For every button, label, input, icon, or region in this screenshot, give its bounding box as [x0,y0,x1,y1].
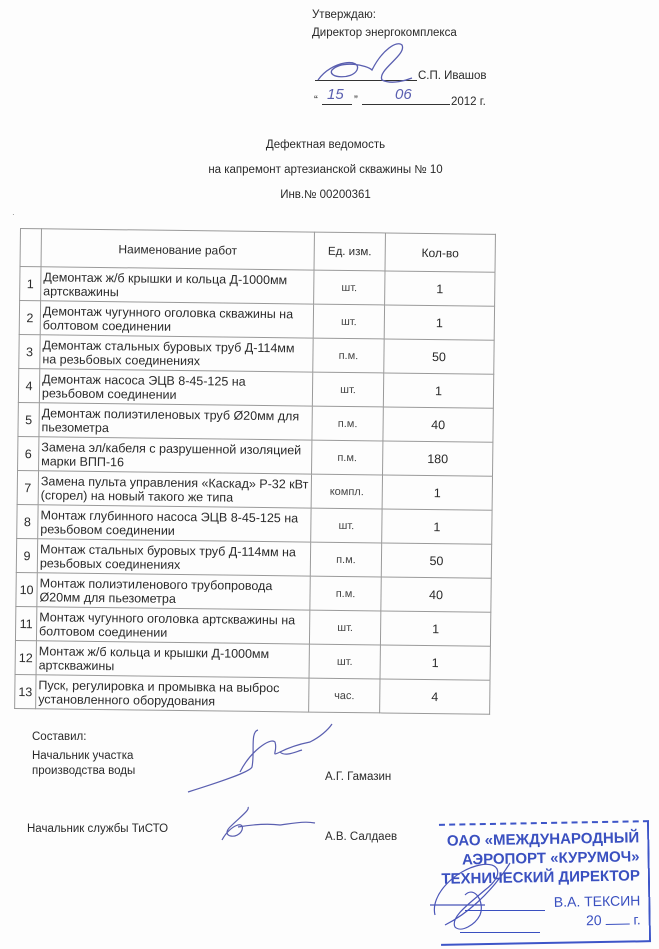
approval-position: Директор энергокомплекса [312,27,457,39]
table-row [15,674,490,714]
stray-mark: · [12,210,15,219]
row-number: 10 [16,572,37,606]
document-title: Дефектная ведомость [265,139,386,151]
date-quote-close: ” [354,95,358,107]
header-name: Наименование работ [41,229,314,270]
approval-block [312,6,457,42]
row-unit: п.м. [310,576,381,611]
header-unit: Ед. изм. [314,232,385,271]
row-unit: п.м. [313,338,384,373]
row-unit: шт. [309,610,380,645]
row-work-name: Пуск, регулировка и промывка на выброс установленного оборудования [36,675,309,712]
stamp-date-line [460,932,540,933]
row-quantity: 1 [382,475,492,510]
row-work-name: Демонтаж полиэтиленовых труб Ø20мм для пьезометра [39,403,312,440]
row-work-name: Замена эл/кабеля с разрушенной изоляцией марки ВПП-16 [39,437,312,474]
stamp-line2: АЭРОПОРТ «КУРУМОЧ» [461,848,640,869]
row-quantity: 180 [383,441,493,476]
row-unit: п.м. [312,440,383,475]
approval-name: С.П. Ивашов [418,70,487,82]
row-work-name: Замена пульта управления «Каскад» Р-32 кВт (сгорел) на новый такого же типа [38,471,311,508]
approval-heading: Утверждаю: [312,9,376,21]
row-quantity: 1 [385,271,495,306]
date-month-line [362,104,450,105]
row-number: 7 [17,470,38,504]
table-row [15,606,490,646]
person2-name: А.В. Салдаев [325,831,398,843]
row-work-name: Монтаж глубинного насоса ЭЦВ 8-45-125 на резьбовом соединении [38,505,311,542]
row-number: 5 [18,402,39,436]
row-unit: компл. [311,474,382,509]
stamp-year: 20 [585,912,602,929]
person1-position-line2: производства воды [32,765,136,777]
row-unit: п.м. [312,406,383,441]
table-header-row [20,229,495,273]
row-quantity: 40 [381,577,491,612]
row-work-name: Монтаж стальных буровых труб Д-114мм на резьбовых соединениях [37,539,310,576]
row-quantity: 1 [380,611,490,646]
stamp-signature [425,855,515,935]
row-quantity: 1 [380,645,490,680]
date-quote-open: “ [314,95,318,107]
row-unit: шт. [313,304,384,339]
table-row [16,572,491,612]
row-unit: час. [309,678,380,713]
row-number: 13 [15,674,36,708]
stamp-year-suffix: г. [633,911,641,928]
row-number: 6 [18,436,39,470]
defects-table [14,228,496,715]
header-qty: Кол-во [385,233,495,272]
table-row [18,368,493,408]
document-subtitle: на капремонт артезианской скважины № 10 [208,164,443,176]
row-unit: п.м. [310,542,381,577]
row-unit: шт. [309,644,380,679]
person2-signature [210,805,320,845]
row-work-name: Демонтаж насоса ЭЦВ 8-45-125 на резьбовом соединении [39,369,312,406]
person1-name: А.Г. Гамазин [325,771,392,783]
person1-signature [180,722,340,797]
row-unit: шт. [314,270,385,305]
row-quantity: 4 [380,679,490,714]
row-work-name: Монтаж полиэтиленового трубопровода Ø20мм для пьезометра [37,573,310,610]
row-number: 12 [15,640,36,674]
row-quantity: 1 [383,373,493,408]
row-quantity: 1 [384,305,494,340]
row-quantity: 50 [384,339,494,374]
row-number: 3 [19,334,40,368]
stamp-line1: ОАО «МЕЖДУНАРОДНЫЙ [446,829,640,850]
row-number: 4 [18,368,39,402]
table-row [17,470,492,510]
table-row [16,538,491,578]
row-work-name: Демонтаж чугунного оголовка скважины на болтовом соединении [40,301,313,338]
row-quantity: 50 [381,543,491,578]
table-row [19,301,494,341]
row-quantity: 40 [383,407,493,442]
stamp-name: В.А. ТЕКСИН [553,892,641,910]
row-work-name: Монтаж чугунного оголовка артскважины на болтовом соединении [36,607,309,644]
compiled-label: Составил: [32,731,87,743]
header-number [20,229,41,267]
table-row [15,640,490,680]
table-row [19,334,494,374]
row-number: 1 [20,267,41,301]
row-unit: шт. [312,372,383,407]
row-number: 2 [19,301,40,335]
row-work-name: Демонтаж ж/б крышки и кольца Д-1000мм артскважины [41,267,314,304]
stamp-sign-line [465,910,545,911]
row-unit: шт. [311,508,382,543]
approval-signature [312,40,422,90]
table-row [17,504,492,544]
person2-position: Начальник службы ТиСТО [27,823,169,835]
row-quantity: 1 [382,509,492,544]
person1-position-line1: Начальник участка [32,750,134,762]
table-row [18,402,493,442]
inventory-number: Инв.№ 00200361 [280,189,371,201]
row-number: 11 [15,606,36,640]
row-number: 8 [17,504,38,538]
approval-date-month: 06 [395,86,412,103]
row-work-name: Демонтаж стальных буровых труб Д-114мм на резьбовых соединениях [40,335,313,372]
row-number: 9 [16,538,37,572]
approval-date-day: 15 [327,86,344,103]
table-row [18,436,493,476]
approval-date-year: 2012 г. [451,96,486,108]
stamp-year-blank [606,924,630,925]
date-day-line [322,104,352,105]
row-work-name: Монтаж ж/б кольца и крышки Д-1000мм артскважины [36,641,309,678]
stamp-line3: ТЕХНИЧЕСКИЙ ДИРЕКТОР [441,867,641,888]
table-row [20,267,495,307]
